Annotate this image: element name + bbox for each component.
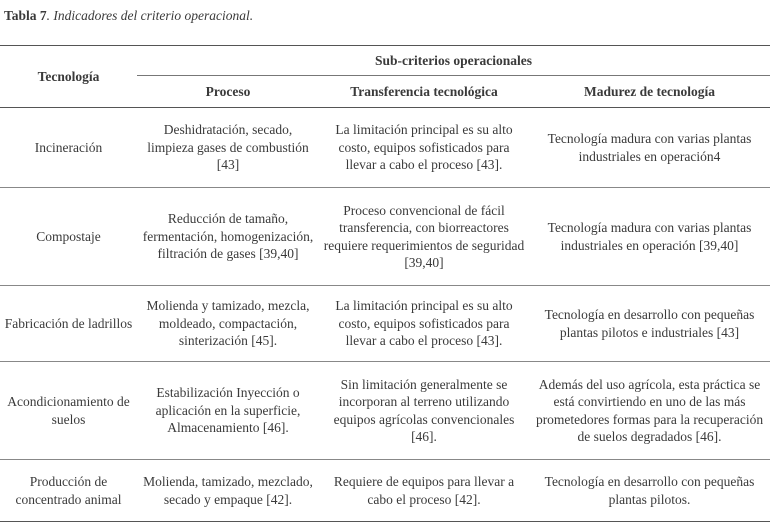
cell-madurez: Tecnología madura con varias plantas industriales en operación [39,40] [529, 188, 770, 286]
table-row [0, 362, 770, 460]
table-row [0, 286, 770, 362]
cell-tecnologia: Producción de concentrado animal [0, 460, 137, 522]
caption-label: Tabla 7 [4, 8, 47, 23]
cell-tecnologia: Fabricación de ladrillos [0, 286, 137, 362]
header-transferencia: Transferencia tecnológica [319, 76, 529, 108]
cell-proceso: Estabilización Inyección o aplicación en la superficie, Almacenamiento [46]. [137, 362, 319, 460]
caption-text: . Indicadores del criterio operacional. [46, 8, 254, 23]
cell-proceso: Reducción de tamaño, fermentación, homogenización, filtración de gases [39,40] [137, 188, 319, 286]
table-row [0, 188, 770, 286]
table-row [0, 460, 770, 522]
cell-proceso: Deshidratación, secado, limpieza gases de combustión [43] [137, 108, 319, 188]
cell-transferencia: Proceso convencional de fácil transferencia, con biorreactores requiere requerimientos de seguridad [39,40] [319, 188, 529, 286]
cell-transferencia: La limitación principal es su alto costo, equipos sofisticados para llevar a cabo el proceso [43]. [319, 286, 529, 362]
cell-tecnologia: Incineración [0, 108, 137, 188]
header-sub-criterios: Sub-criterios operacionales [137, 46, 770, 76]
table-caption [4, 8, 253, 24]
cell-transferencia: Requiere de equipos para llevar a cabo el proceso [42]. [319, 460, 529, 522]
cell-madurez: Tecnología en desarrollo con pequeñas plantas pilotos e industriales [43] [529, 286, 770, 362]
table-row [0, 108, 770, 188]
cell-transferencia: La limitación principal es su alto costo, equipos sofisticados para llevar a cabo el proceso [43]. [319, 108, 529, 188]
cell-madurez: Tecnología en desarrollo con pequeñas plantas pilotos. [529, 460, 770, 522]
header-madurez: Madurez de tecnología [529, 76, 770, 108]
cell-tecnologia: Compostaje [0, 188, 137, 286]
cell-tecnologia: Acondicionamiento de suelos [0, 362, 137, 460]
header-tecnologia: Tecnología [0, 46, 137, 108]
operational-criteria-table [0, 45, 770, 522]
cell-proceso: Molienda y tamizado, mezcla, moldeado, compactación, sinterización [45]. [137, 286, 319, 362]
cell-madurez: Además del uso agrícola, esta práctica se está convirtiendo en uno de las más prometedores formas para la recuperación de suelos degradados [46]. [529, 362, 770, 460]
cell-proceso: Molienda, tamizado, mezclado, secado y empaque [42]. [137, 460, 319, 522]
header-proceso: Proceso [137, 76, 319, 108]
cell-madurez: Tecnología madura con varias plantas industriales en operación4 [529, 108, 770, 188]
cell-transferencia: Sin limitación generalmente se incorporan al terreno utilizando equipos agrícolas convencionales [46]. [319, 362, 529, 460]
